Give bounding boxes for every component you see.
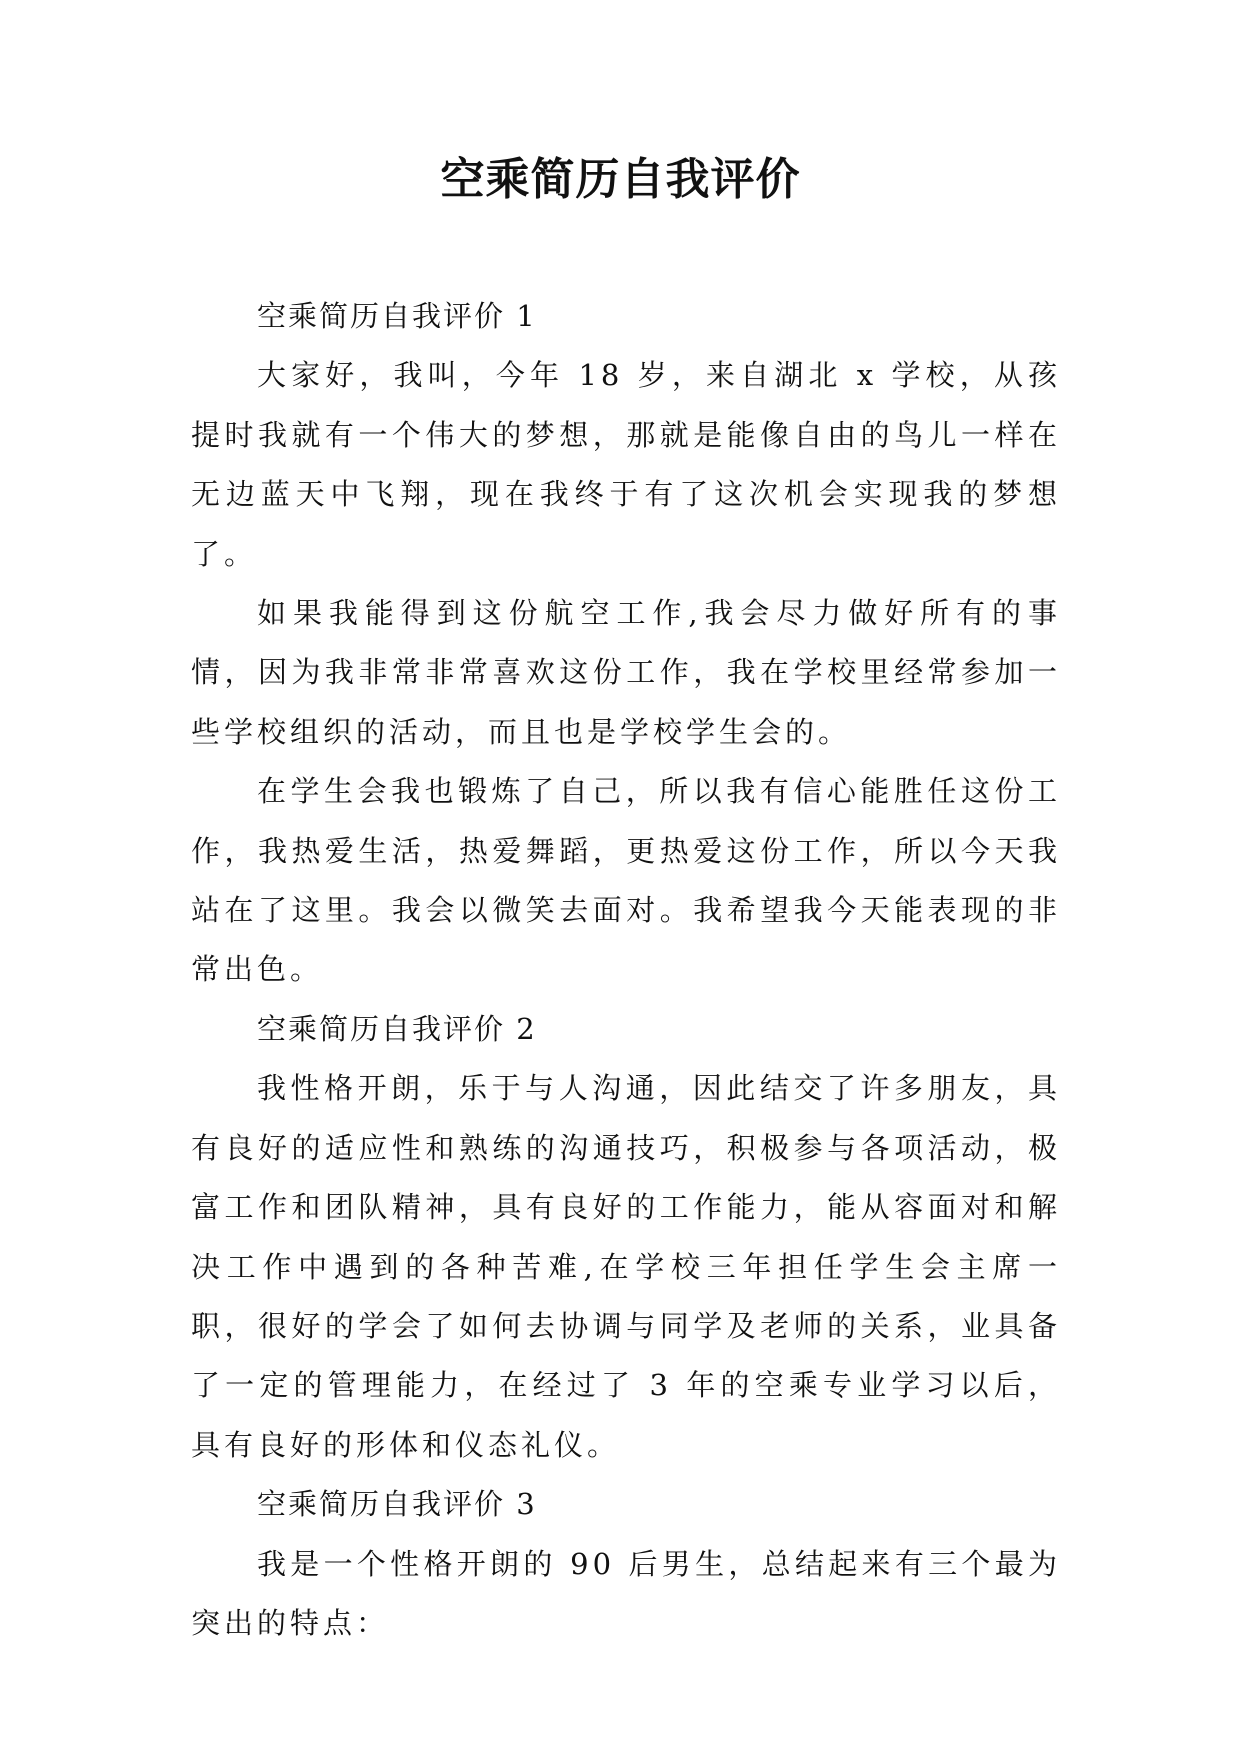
paragraph: 我是一个性格开朗的 90 后男生，总结起来有三个最为突出的特点： [191,1546,1061,1640]
paragraph: 我性格开朗，乐于与人沟通，因此结交了许多朋友，具有良好的适应性和熟练的沟通技巧，积极参与各项活动，极富工作和团队精神，具有良好的工作能力，能从容面对和解决工作中遇到的各种苦难,在学校三年担任学生会主席一职，很好的学会了如何去协调与同学及老师的关系，业具备了一定的管理能力，在经过了 3 年的空乘专业学习以后，具有良好的形体和仪态礼仪。 [191,1071,1061,1462]
document-title: 空乘简历自我评价 [440,154,801,205]
section-heading-1: 空乘简历自我评价 1 [257,299,537,333]
paragraph: 大家好，我叫，今年 18 岁，来自湖北 x 学校，从孩提时我就有一个伟大的梦想，那就是能像自由的鸟儿一样在无边蓝天中飞翔，现在我终于有了这次机会实现我的梦想了。 [191,358,1061,571]
section-heading-3: 空乘简历自我评价 3 [257,1487,537,1522]
paragraph: 在学生会我也锻炼了自己，所以我有信心能胜任这份工作，我热爱生活，热爱舞蹈，更热爱这份工作，所以今天我站在了这里。我会以微笑去面对。我希望我今天能表现的非常出色。 [191,774,1061,987]
paragraph: 如果我能得到这份航空工作,我会尽力做好所有的事情，因为我非常非常喜欢这份工作，我在学校里经常参加一些学校组织的活动，而且也是学校学生会的。 [191,596,1061,749]
section-heading-2: 空乘简历自我评价 2 [257,1011,537,1046]
document-body [191,287,1061,1653]
